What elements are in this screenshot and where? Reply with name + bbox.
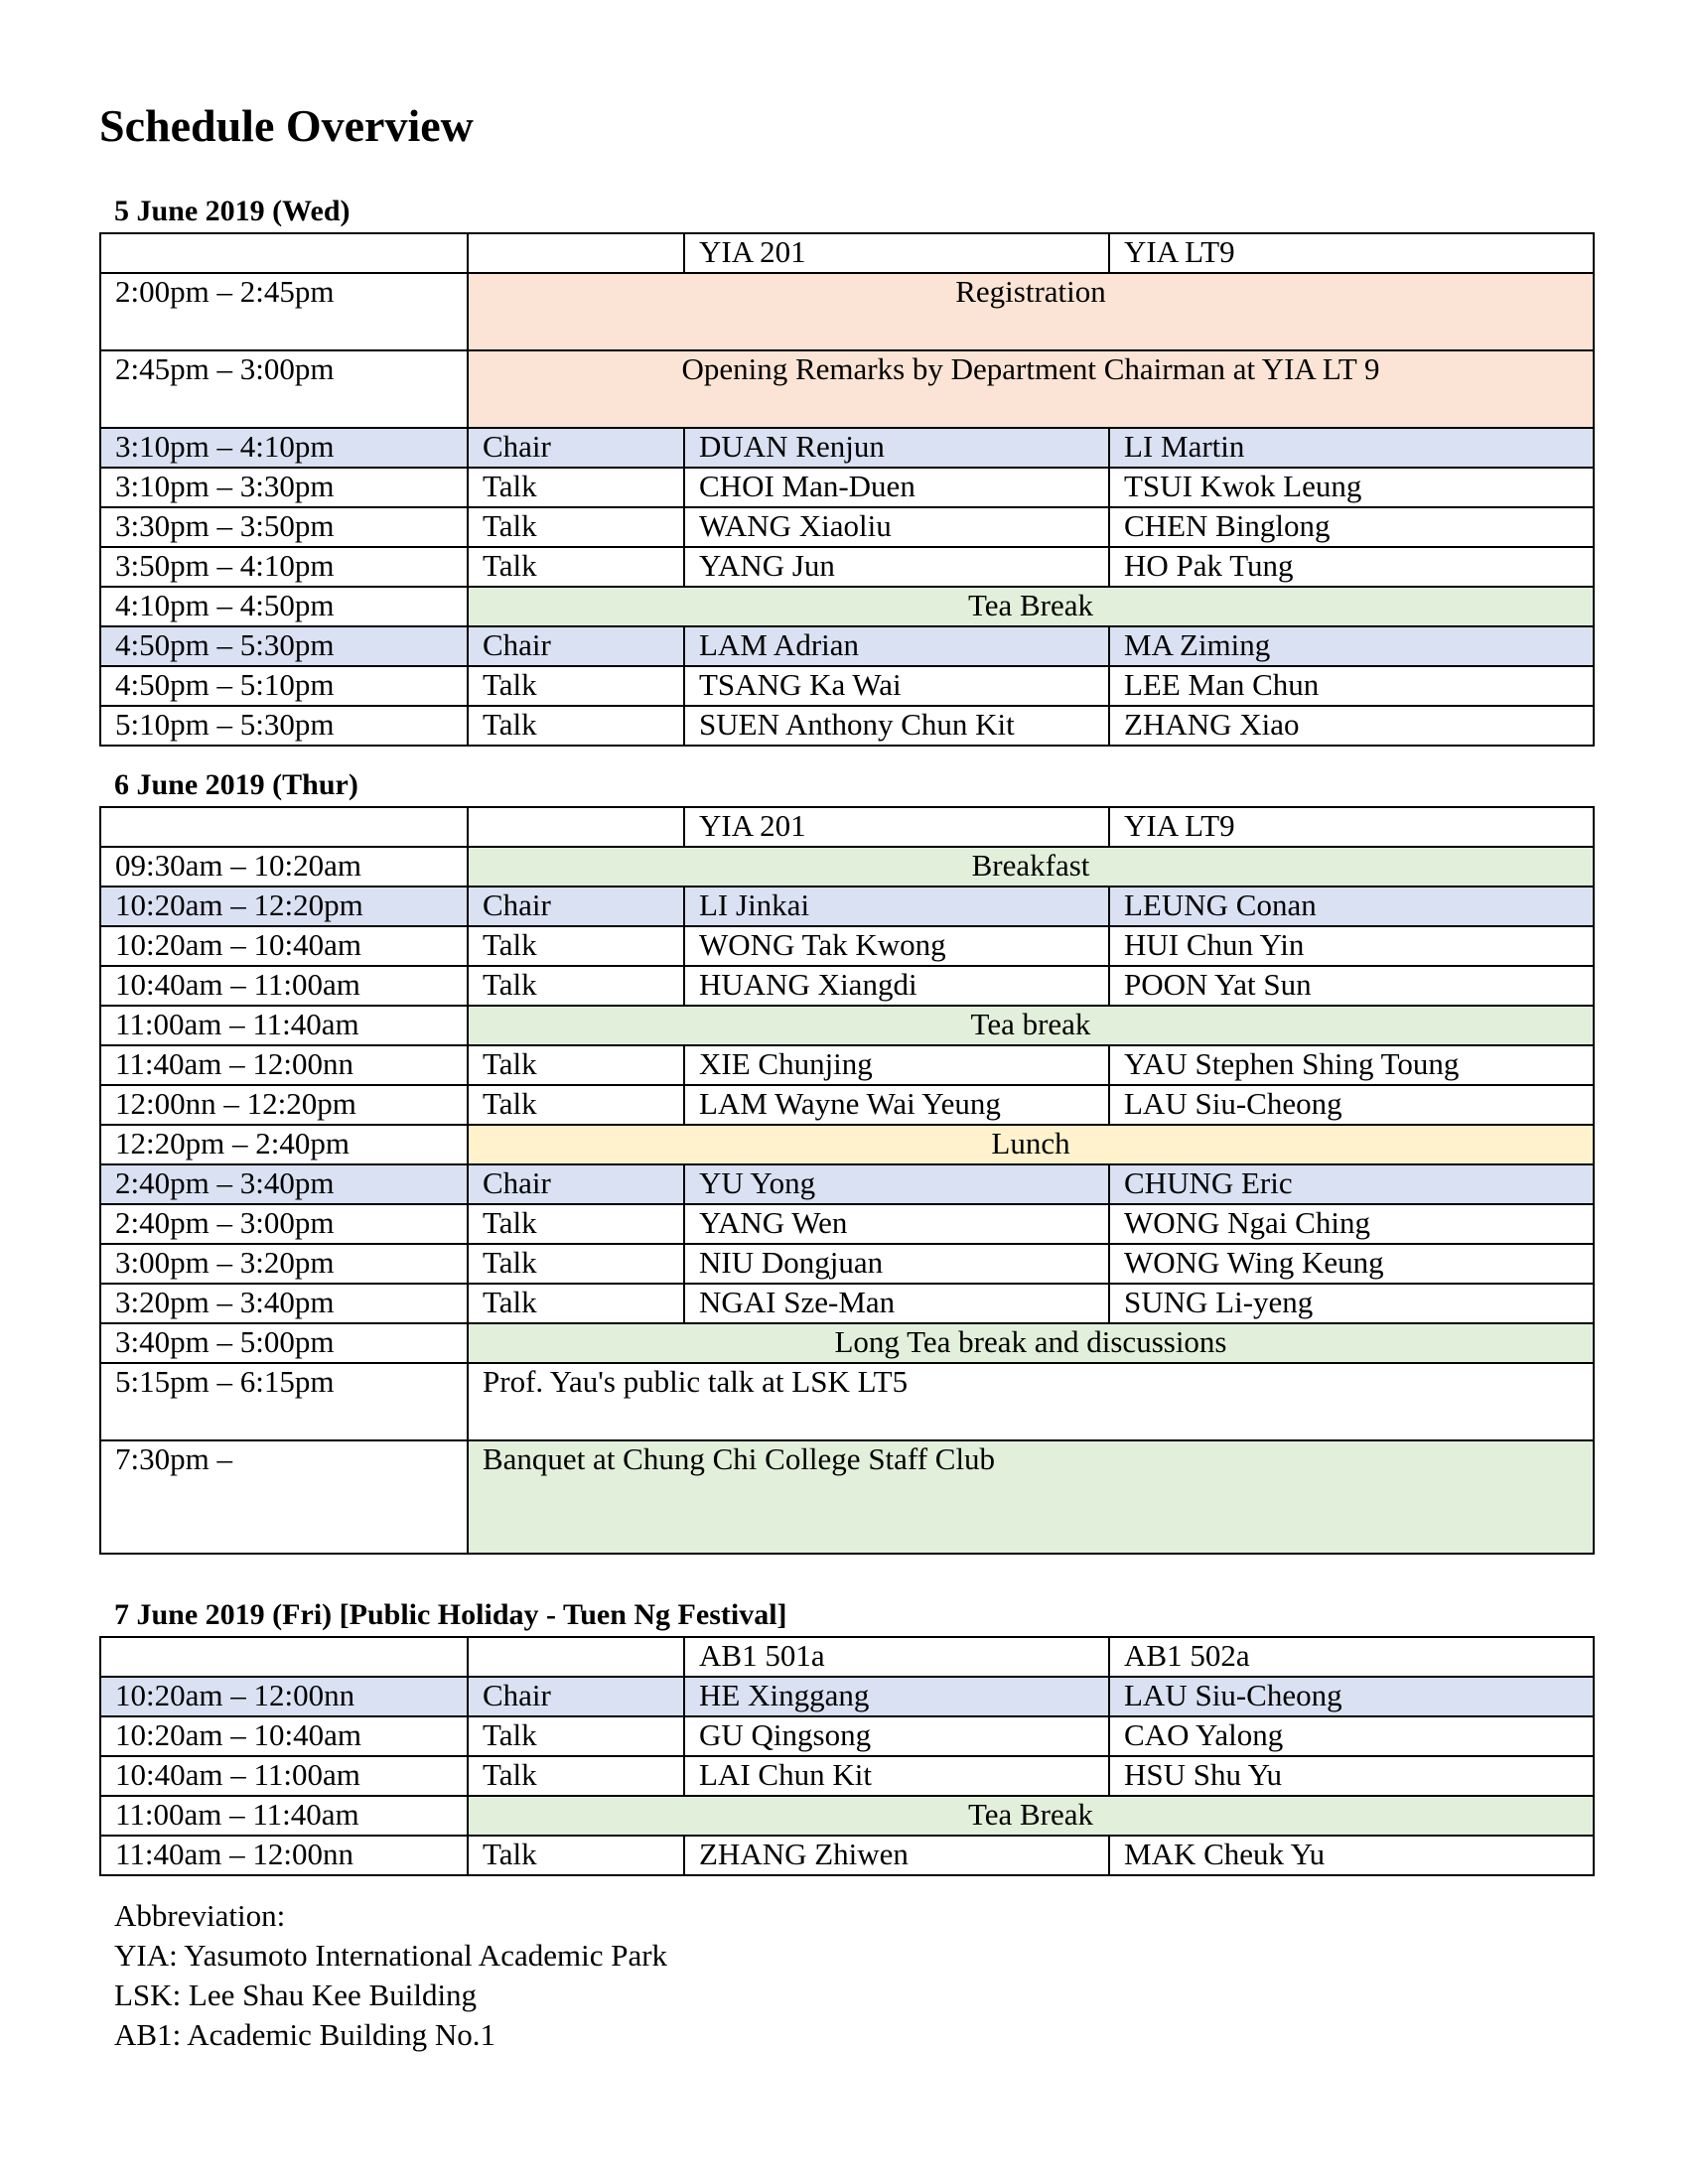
speaker-cell: YANG Jun: [684, 547, 1109, 587]
talk-row: [100, 1756, 1594, 1796]
time-cell: 2:40pm – 3:00pm: [100, 1204, 468, 1244]
time-cell: 2:45pm – 3:00pm: [100, 350, 468, 428]
venue-cell: AB1 501a: [684, 1637, 1109, 1677]
time-cell: 2:00pm – 2:45pm: [100, 273, 468, 350]
venue-header-row: [100, 1637, 1594, 1677]
time-cell: 10:20am – 12:00nn: [100, 1677, 468, 1716]
venue-cell: YIA LT9: [1109, 807, 1594, 847]
role-cell: Talk: [468, 1716, 684, 1756]
speaker-cell: TSANG Ka Wai: [684, 666, 1109, 706]
speaker-cell: WONG Wing Keung: [1109, 1244, 1594, 1284]
role-cell: Talk: [468, 1284, 684, 1323]
role-cell: Chair: [468, 428, 684, 468]
time-cell: 11:40am – 12:00nn: [100, 1045, 468, 1085]
tea-break-row: [100, 1796, 1594, 1836]
chair-row: [100, 887, 1594, 926]
day3-heading: 7 June 2019 (Fri) [Public Holiday - Tuen Ng Festival]: [114, 1598, 787, 1631]
speaker-cell: SUNG Li-yeng: [1109, 1284, 1594, 1323]
event-cell: Banquet at Chung Chi College Staff Club: [468, 1440, 1594, 1554]
speaker-cell: CAO Yalong: [1109, 1716, 1594, 1756]
abbreviations-heading: Abbreviation:: [114, 1898, 286, 1933]
time-cell: 3:00pm – 3:20pm: [100, 1244, 468, 1284]
time-cell: 7:30pm –: [100, 1440, 468, 1554]
speaker-cell: YAU Stephen Shing Toung: [1109, 1045, 1594, 1085]
role-cell: Talk: [468, 468, 684, 507]
speaker-cell: LEUNG Conan: [1109, 887, 1594, 926]
venue-header-row: [100, 807, 1594, 847]
role-cell: Talk: [468, 706, 684, 746]
talk-row: [100, 926, 1594, 966]
time-cell: 10:20am – 12:20pm: [100, 887, 468, 926]
time-cell: 10:20am – 10:40am: [100, 926, 468, 966]
abbreviation-item: YIA: Yasumoto International Academic Park: [114, 1938, 668, 1973]
speaker-cell: ZHANG Xiao: [1109, 706, 1594, 746]
time-cell: 3:20pm – 3:40pm: [100, 1284, 468, 1323]
speaker-cell: HE Xinggang: [684, 1677, 1109, 1716]
venue-cell: AB1 502a: [1109, 1637, 1594, 1677]
speaker-cell: SUEN Anthony Chun Kit: [684, 706, 1109, 746]
role-cell: Talk: [468, 1085, 684, 1125]
speaker-cell: MA Ziming: [1109, 626, 1594, 666]
time-cell: 10:40am – 11:00am: [100, 966, 468, 1006]
time-cell: 4:50pm – 5:10pm: [100, 666, 468, 706]
breakfast-row: [100, 847, 1594, 887]
speaker-cell: HO Pak Tung: [1109, 547, 1594, 587]
public-talk-row: [100, 1363, 1594, 1440]
talk-row: [100, 547, 1594, 587]
venue-header-row: [100, 233, 1594, 273]
registration-row: [100, 273, 1594, 350]
talk-row: [100, 1836, 1594, 1875]
talk-row: [100, 1204, 1594, 1244]
banquet-row: [100, 1440, 1594, 1554]
role-cell: Talk: [468, 547, 684, 587]
role-cell: Chair: [468, 1677, 684, 1716]
event-cell: Long Tea break and discussions: [468, 1323, 1594, 1363]
speaker-cell: CHUNG Eric: [1109, 1164, 1594, 1204]
time-cell: 11:00am – 11:40am: [100, 1006, 468, 1045]
speaker-cell: HUANG Xiangdi: [684, 966, 1109, 1006]
speaker-cell: LAU Siu-Cheong: [1109, 1085, 1594, 1125]
event-cell: Breakfast: [468, 847, 1594, 887]
role-cell: Chair: [468, 1164, 684, 1204]
time-cell: 4:10pm – 4:50pm: [100, 587, 468, 626]
speaker-cell: NIU Dongjuan: [684, 1244, 1109, 1284]
role-cell: Talk: [468, 926, 684, 966]
speaker-cell: CHOI Man-Duen: [684, 468, 1109, 507]
time-cell: 2:40pm – 3:40pm: [100, 1164, 468, 1204]
speaker-cell: MAK Cheuk Yu: [1109, 1836, 1594, 1875]
speaker-cell: CHEN Binglong: [1109, 507, 1594, 547]
speaker-cell: WONG Tak Kwong: [684, 926, 1109, 966]
event-cell: Tea Break: [468, 587, 1594, 626]
speaker-cell: HUI Chun Yin: [1109, 926, 1594, 966]
speaker-cell: DUAN Renjun: [684, 428, 1109, 468]
role-cell: Chair: [468, 887, 684, 926]
venue-cell: YIA LT9: [1109, 233, 1594, 273]
talk-row: [100, 966, 1594, 1006]
speaker-cell: POON Yat Sun: [1109, 966, 1594, 1006]
talk-row: [100, 1085, 1594, 1125]
role-cell: Talk: [468, 1244, 684, 1284]
event-cell: Tea Break: [468, 1796, 1594, 1836]
speaker-cell: LAI Chun Kit: [684, 1756, 1109, 1796]
abbreviation-item: LSK: Lee Shau Kee Building: [114, 1978, 478, 2012]
day1-table: [99, 232, 1595, 747]
time-cell: 3:10pm – 4:10pm: [100, 428, 468, 468]
venue-cell: YIA 201: [684, 233, 1109, 273]
speaker-cell: LAM Wayne Wai Yeung: [684, 1085, 1109, 1125]
talk-row: [100, 706, 1594, 746]
role-cell: Talk: [468, 507, 684, 547]
abbreviations: [114, 1896, 667, 2055]
speaker-cell: YU Yong: [684, 1164, 1109, 1204]
chair-row: [100, 428, 1594, 468]
talk-row: [100, 1244, 1594, 1284]
talk-row: [100, 1284, 1594, 1323]
event-cell: Prof. Yau's public talk at LSK LT5: [468, 1363, 1594, 1440]
speaker-cell: GU Qingsong: [684, 1716, 1109, 1756]
speaker-cell: LI Jinkai: [684, 887, 1109, 926]
speaker-cell: NGAI Sze-Man: [684, 1284, 1109, 1323]
role-cell: Talk: [468, 966, 684, 1006]
chair-row: [100, 626, 1594, 666]
speaker-cell: LI Martin: [1109, 428, 1594, 468]
speaker-cell: HSU Shu Yu: [1109, 1756, 1594, 1796]
chair-row: [100, 1677, 1594, 1716]
opening-row: [100, 350, 1594, 428]
talk-row: [100, 468, 1594, 507]
role-cell: Talk: [468, 1756, 684, 1796]
day2-table: [99, 806, 1595, 1555]
talk-row: [100, 1716, 1594, 1756]
tea-break-row: [100, 587, 1594, 626]
event-cell: Opening Remarks by Department Chairman at YIA LT 9: [468, 350, 1594, 428]
time-cell: 3:10pm – 3:30pm: [100, 468, 468, 507]
time-cell: 5:10pm – 5:30pm: [100, 706, 468, 746]
speaker-cell: XIE Chunjing: [684, 1045, 1109, 1085]
time-cell: 3:30pm – 3:50pm: [100, 507, 468, 547]
long-tea-row: [100, 1323, 1594, 1363]
role-cell: Chair: [468, 626, 684, 666]
time-cell: 3:50pm – 4:10pm: [100, 547, 468, 587]
speaker-cell: ZHANG Zhiwen: [684, 1836, 1109, 1875]
day3-table: [99, 1636, 1595, 1876]
time-cell: 10:20am – 10:40am: [100, 1716, 468, 1756]
page-title: Schedule Overview: [99, 100, 474, 151]
event-cell: Lunch: [468, 1125, 1594, 1164]
talk-row: [100, 1045, 1594, 1085]
time-cell: 10:40am – 11:00am: [100, 1756, 468, 1796]
time-cell: 12:20pm – 2:40pm: [100, 1125, 468, 1164]
talk-row: [100, 666, 1594, 706]
day1-heading: 5 June 2019 (Wed): [114, 195, 351, 227]
time-cell: 3:40pm – 5:00pm: [100, 1323, 468, 1363]
talk-row: [100, 507, 1594, 547]
speaker-cell: LEE Man Chun: [1109, 666, 1594, 706]
lunch-row: [100, 1125, 1594, 1164]
abbreviation-item: AB1: Academic Building No.1: [114, 2017, 496, 2052]
speaker-cell: TSUI Kwok Leung: [1109, 468, 1594, 507]
speaker-cell: WANG Xiaoliu: [684, 507, 1109, 547]
event-cell: Registration: [468, 273, 1594, 350]
time-cell: 5:15pm – 6:15pm: [100, 1363, 468, 1440]
time-cell: 12:00nn – 12:20pm: [100, 1085, 468, 1125]
role-cell: Talk: [468, 1204, 684, 1244]
tea-break-row: [100, 1006, 1594, 1045]
role-cell: Talk: [468, 666, 684, 706]
time-cell: 4:50pm – 5:30pm: [100, 626, 468, 666]
time-cell: 11:00am – 11:40am: [100, 1796, 468, 1836]
role-cell: Talk: [468, 1045, 684, 1085]
speaker-cell: LAM Adrian: [684, 626, 1109, 666]
speaker-cell: YANG Wen: [684, 1204, 1109, 1244]
speaker-cell: WONG Ngai Ching: [1109, 1204, 1594, 1244]
event-cell: Tea break: [468, 1006, 1594, 1045]
day2-heading: 6 June 2019 (Thur): [114, 768, 358, 801]
speaker-cell: LAU Siu-Cheong: [1109, 1677, 1594, 1716]
time-cell: 11:40am – 12:00nn: [100, 1836, 468, 1875]
chair-row: [100, 1164, 1594, 1204]
time-cell: 09:30am – 10:20am: [100, 847, 468, 887]
venue-cell: YIA 201: [684, 807, 1109, 847]
role-cell: Talk: [468, 1836, 684, 1875]
